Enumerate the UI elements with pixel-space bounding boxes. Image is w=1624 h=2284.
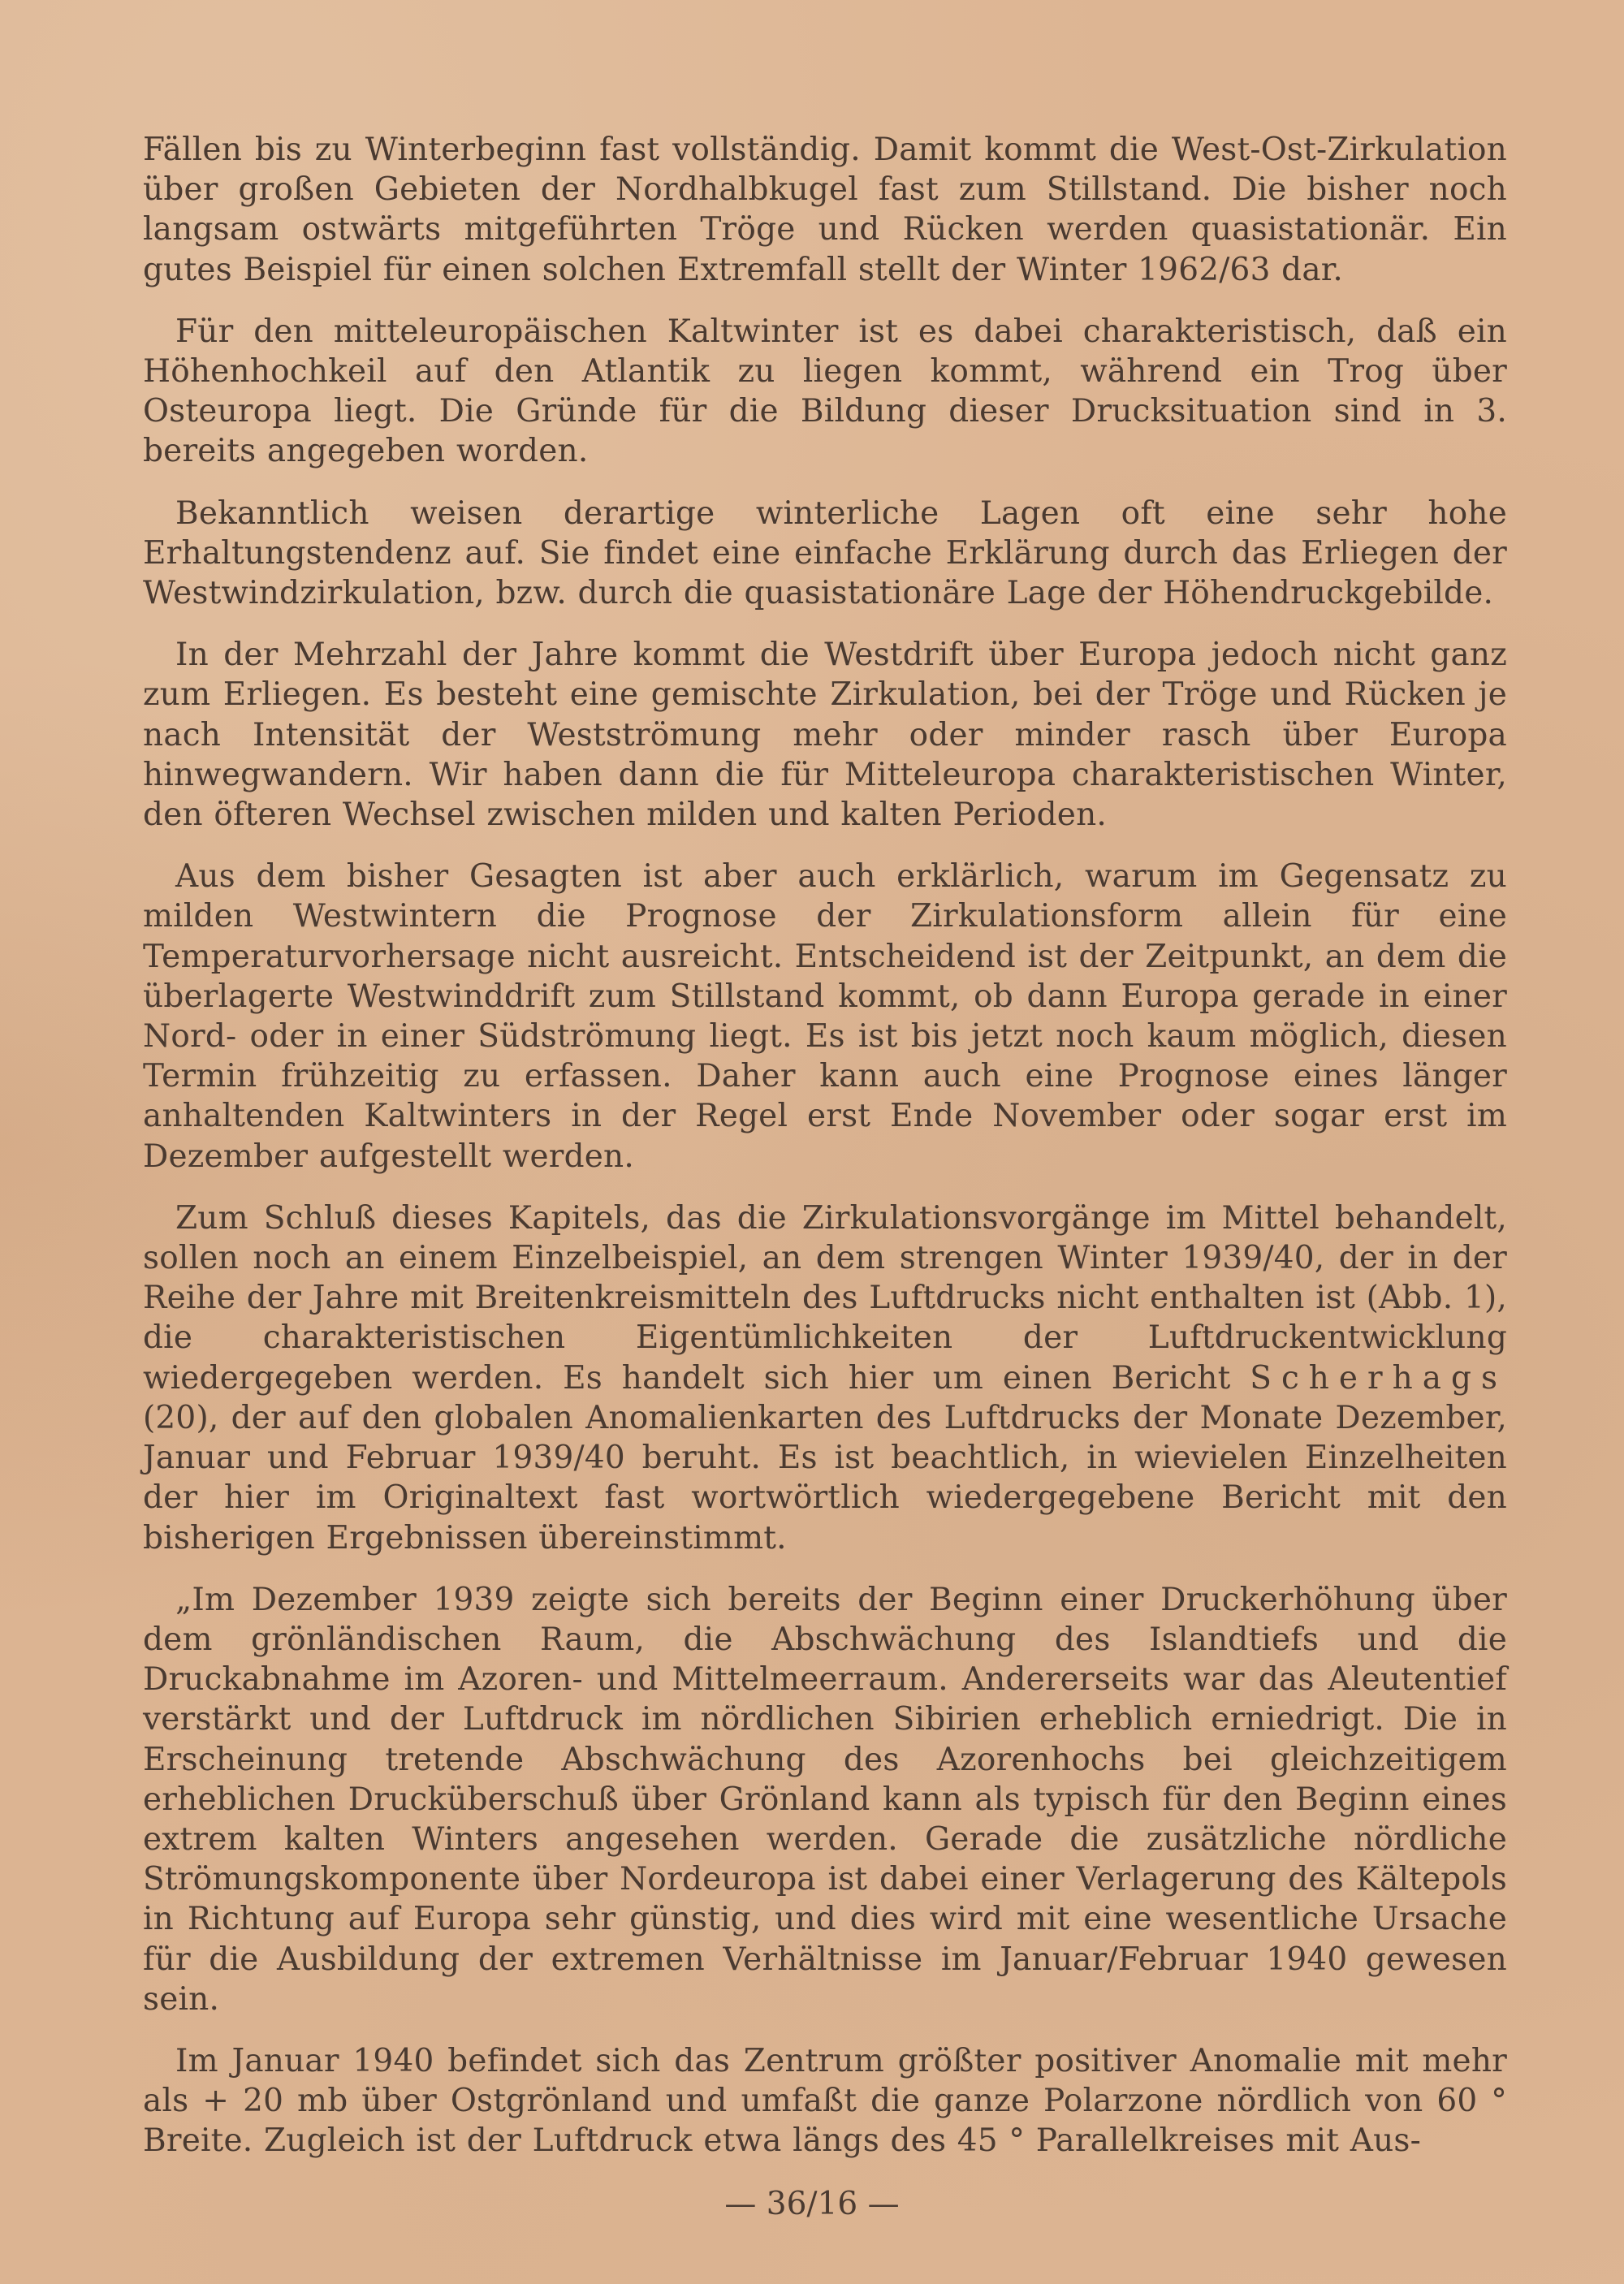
paragraph-3: Bekanntlich weisen derartige winterliche Lagen oft eine sehr hohe Erhaltungstendenz auf. Sie findet eine einfache Erklärung durch das Erliegen der Westwindzirkulation, bzw. durch die quasistationäre Lage der Höhendruckgebilde. bbox=[143, 494, 1507, 612]
paragraph-4: In der Mehrzahl der Jahre kommt die Westdrift über Europa jedoch nicht ganz zum Erliegen. Es besteht eine gemischte Zirkulation, bei der Tröge und Rücken je nach Intensität der Westströmung mehr oder minder rasch über Europa hinwegwandern. Wir haben dann die für Mitteleuropa charakteristischen Winter, den öfteren Wechsel zwischen milden und kalten Perioden. bbox=[143, 637, 1507, 834]
paragraph-1: Fällen bis zu Winterbeginn fast vollständig. Damit kommt die West-Ost-Zirkulation über großen Gebieten der Nordhalbkugel fast zum Stillstand. Die bisher noch langsam ostwärts mitgeführten Tröge und Rücken werden quasistationär. Ein gutes Beispiel für einen solchen Extremfall stellt der Winter 1962/63 dar. bbox=[143, 132, 1507, 288]
paragraph-6 bbox=[143, 1198, 1507, 1558]
author-citation: Scherhags bbox=[1250, 1359, 1507, 1397]
paragraph-6-start: Zum Schluß dieses Kapitels, das die Zirkulationsvorgänge im Mittel behandelt, sollen noch an einem Einzelbeispiel, an dem strengen Winter 1939/40, der in der Reihe der Jahre mit Breitenkreismitteln des Luftdrucks nicht enthalten ist (Abb. 1), die charakteristischen Eigentümlichkeiten der Luftdruckentwicklung wiedergegeben werden. Es handelt sich hier um einen Bericht bbox=[143, 1199, 1507, 1397]
page-number: — 36/16 — bbox=[724, 2186, 900, 2222]
paragraph-7-quote: „Im Dezember 1939 zeigte sich bereits der Beginn einer Druckerhöhung über dem grönländischen Raum, die Abschwächung des Islandtiefs und die Druckabnahme im Azoren- und Mittelmeerraum. Andererseits war das Aleutentief verstärkt und der Luftdruck im nördlichen Sibirien erheblich erniedrigt. Die in Erscheinung tretende Abschwächung des Azorenhochs bei gleichzeitigem erheblichen Drucküberschuß über Grönland kann als typisch für den Beginn eines extrem kalten Winters angesehen werden. Gerade die zusätzliche nördliche Strömungskomponente über Nordeuropa ist dabei einer Verlagerung des Kältepols in Richtung auf Europa sehr günstig, und dies wird mit eine wesentliche Ursache für die Ausbildung der extremen Verhältnisse im Januar/Februar 1940 gewesen sein. bbox=[143, 1581, 1507, 2018]
paragraph-6-end: (20), der auf den globalen Anomalienkarten des Luftdrucks der Monate Dezember, Januar und Februar 1939/40 beruht. Es ist beachtlich, in wievielen Einzelheiten der hier im Originaltext fast wortwörtlich wiedergegebene Bericht mit den bisherigen Ergebnissen übereinstimmt. bbox=[143, 1399, 1507, 1556]
page-body bbox=[143, 130, 1507, 2160]
paragraph-2: Für den mitteleuropäischen Kaltwinter ist es dabei charakteristisch, daß ein Höhenhochkeil auf den Atlantik zu liegen kommt, während ein Trog über Osteuropa liegt. Die Gründe für die Bildung dieser Drucksituation sind in 3. bereits angegeben worden. bbox=[143, 313, 1507, 470]
paragraph-5: Aus dem bisher Gesagten ist aber auch erklärlich, warum im Gegensatz zu milden Westwintern die Prognose der Zirkulationsform allein für eine Temperaturvorhersage nicht ausreicht. Entscheidend ist der Zeitpunkt, an dem die überlagerte Westwinddrift zum Stillstand kommt, ob dann Europa gerade in einer Nord- oder in einer Südströmung liegt. Es ist bis jetzt noch kaum möglich, diesen Termin frühzeitig zu erfassen. Daher kann auch eine Prognose eines länger anhaltenden Kaltwinters in der Regel erst Ende November oder sogar erst im Dezember aufgestellt werden. bbox=[143, 858, 1507, 1175]
paragraph-8: Im Januar 1940 befindet sich das Zentrum größter positiver Anomalie mit mehr als + 20 mb über Ostgrönland und umfaßt die ganze Polarzone nördlich von 60 ° Breite. Zugleich ist der Luftdruck etwa längs des 45 ° Parallelkreises mit Aus- bbox=[143, 2042, 1507, 2160]
